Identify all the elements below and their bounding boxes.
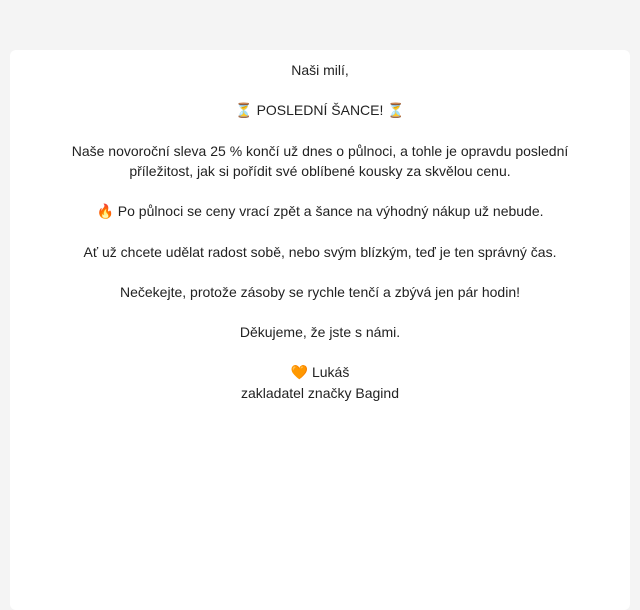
signature-role: zakladatel značky Bagind bbox=[241, 385, 399, 401]
paragraph-deadline bbox=[60, 201, 580, 222]
hourglass-icon: ⏳ bbox=[387, 103, 405, 119]
headline bbox=[60, 100, 580, 121]
hourglass-icon: ⏳ bbox=[235, 103, 253, 119]
signature-name-line bbox=[60, 362, 580, 383]
paragraph-discount: Naše novoroční sleva 25 % končí už dnes o půlnoci, a tohle je opravdu poslední příležitost, jak si pořídit své oblíbené kousky za skvělou cenu. bbox=[71, 143, 569, 179]
signature bbox=[60, 362, 580, 403]
greeting: Naši milí, bbox=[291, 62, 349, 78]
paragraph-gift: Ať už chcete udělat radost sobě, nebo svým blízkým, teď je ten správný čas. bbox=[83, 244, 557, 260]
email-body bbox=[10, 50, 630, 610]
paragraph-deadline-text: Po půlnoci se ceny vrací zpět a šance na výhodný nákup už nebude. bbox=[117, 203, 544, 219]
thanks-text: Děkujeme, že jste s námi. bbox=[239, 324, 401, 340]
fire-icon: 🔥 bbox=[96, 204, 114, 220]
signature-name: Lukáš bbox=[311, 364, 350, 380]
orange-heart-icon: 🧡 bbox=[290, 365, 309, 381]
headline-text: POSLEDNÍ ŠANCE! bbox=[256, 102, 384, 118]
paragraph-urgency: Nečekejte, protože zásoby se rychle tenčí a zbývá jen pár hodin! bbox=[120, 284, 520, 300]
